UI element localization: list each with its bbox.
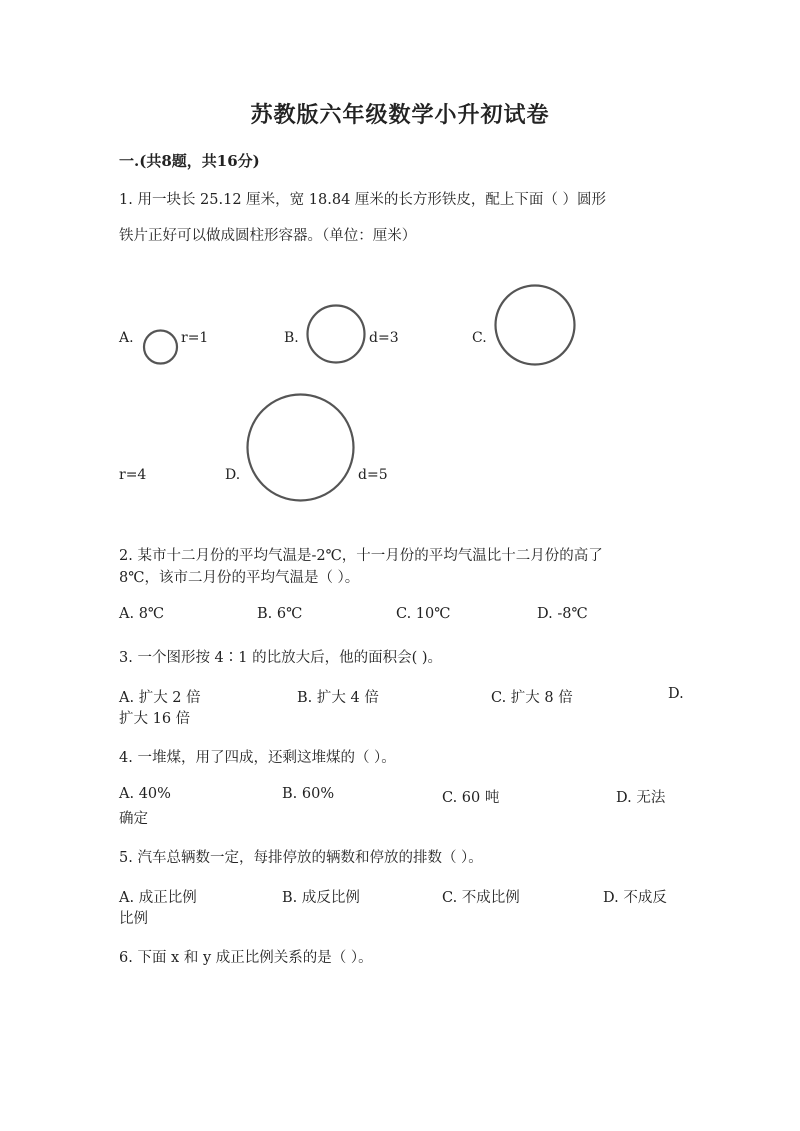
q2-option-a: A. 8℃ <box>119 606 165 622</box>
q1-option-c-circle <box>495 285 577 367</box>
q5-option-b: B. 成反比例 <box>282 890 360 906</box>
q1-option-d-value: d=5 <box>358 467 388 483</box>
question-4-line-1: 4. 一堆煤，用了四成，还剩这堆煤的（ ）。 <box>119 750 396 766</box>
q2-option-d: D. -8℃ <box>537 606 588 622</box>
question-3-line-1: 3. 一个图形按 4∶1 的比放大后，他的面积会( )。 <box>119 650 443 666</box>
question-1-line-1: 1. 用一块长 25.12 厘米，宽 18.84 厘米的长方形铁皮，配上下面（ ）圆形 <box>119 192 607 208</box>
q2-option-c: C. 10℃ <box>396 606 451 622</box>
question-2-line-2: 8℃，该市二月份的平均气温是（ ）。 <box>119 570 360 586</box>
q1-option-d-label: D. <box>225 467 241 483</box>
q1-option-c-value: r=4 <box>119 467 147 483</box>
q1-option-a-label: A. <box>119 330 134 346</box>
page-title: 苏教版六年级数学小升初试卷 <box>250 102 550 128</box>
q1-option-c-label: C. <box>472 330 487 346</box>
section-header: 一.(共8题，共16分) <box>119 152 260 170</box>
q1-option-b-label: B. <box>284 330 299 346</box>
q1-option-a-value: r=1 <box>181 330 209 346</box>
q1-option-b-circle <box>307 305 367 365</box>
q4-option-c: C. 60 吨 <box>442 790 500 806</box>
q3-option-d-text: 扩大 16 倍 <box>119 711 191 727</box>
q5-option-a: A. 成正比例 <box>119 890 197 906</box>
q3-option-b: B. 扩大 4 倍 <box>297 690 379 706</box>
question-6-line-1: 6. 下面 x 和 y 成正比例关系的是（ ）。 <box>119 950 373 966</box>
q4-option-d-text: 确定 <box>119 811 148 827</box>
q5-option-c: C. 不成比例 <box>442 890 520 906</box>
q5-option-d-text: 比例 <box>119 911 148 927</box>
q5-option-d: D. 不成反 <box>603 890 667 906</box>
question-2-line-1: 2. 某市十二月份的平均气温是-2℃，十一月份的平均气温比十二月份的高了 <box>119 548 603 564</box>
question-5-line-1: 5. 汽车总辆数一定，每排停放的辆数和停放的排数（ ）。 <box>119 850 483 866</box>
q4-option-b: B. 60% <box>282 786 335 802</box>
q4-option-a: A. 40% <box>119 786 171 802</box>
q1-option-d-circle <box>247 394 357 504</box>
q4-option-d: D. 无法 <box>616 790 666 806</box>
q1-option-b-value: d=3 <box>369 330 399 346</box>
q3-option-d: D. <box>668 686 684 702</box>
q1-option-a-circle <box>143 330 179 366</box>
question-1-line-2: 铁片正好可以做成圆柱形容器。（单位：厘米） <box>119 228 417 244</box>
q3-option-a: A. 扩大 2 倍 <box>119 690 201 706</box>
q2-option-b: B. 6℃ <box>257 606 303 622</box>
q3-option-c: C. 扩大 8 倍 <box>491 690 573 706</box>
